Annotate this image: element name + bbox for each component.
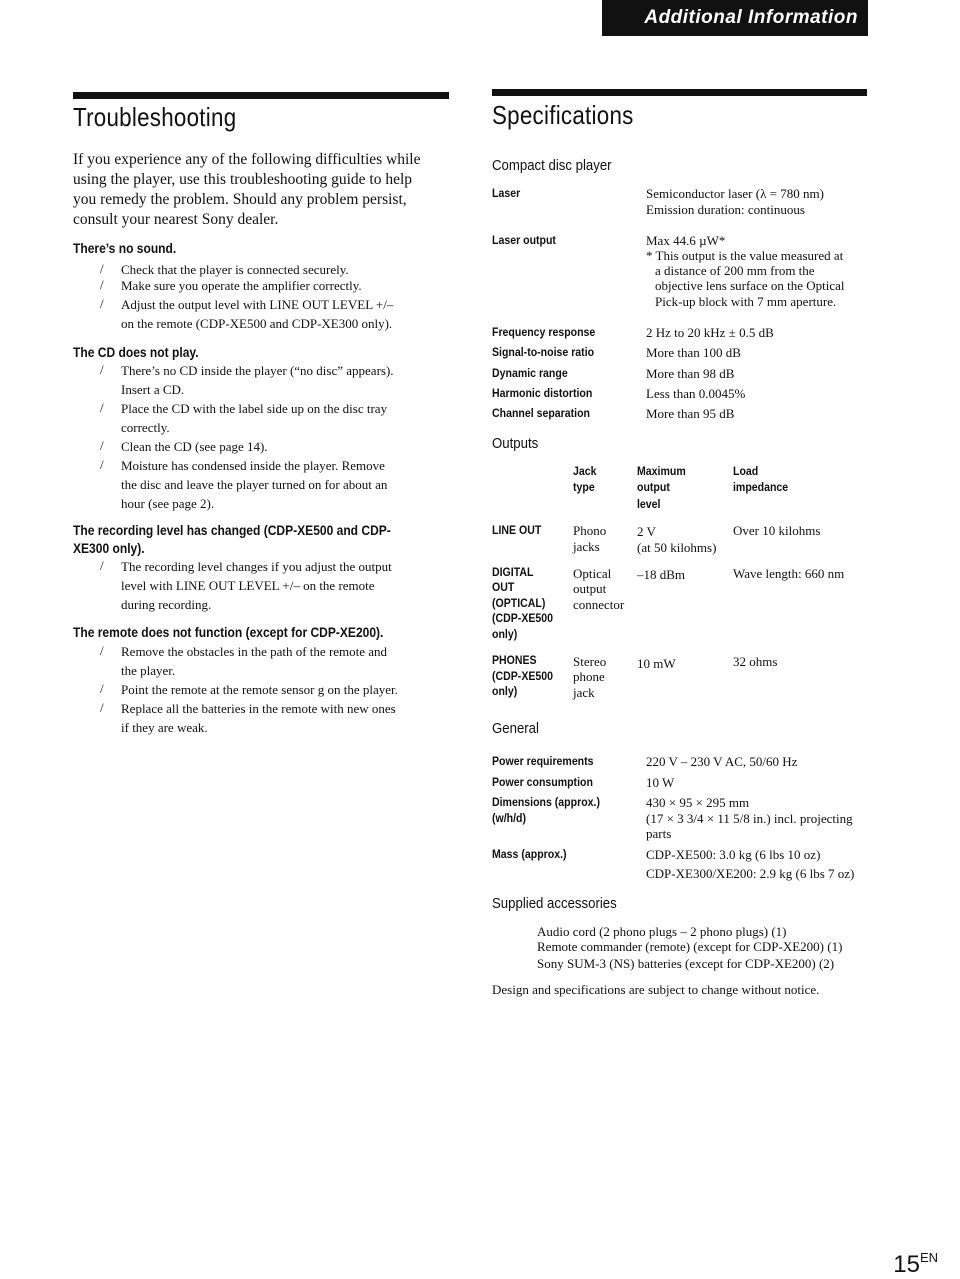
output-level: 10 mW — [637, 656, 676, 671]
laser-label: Laser — [492, 186, 521, 200]
output-name: DIGITAL — [492, 565, 534, 579]
problem-item: Check that the player is connected securely. — [121, 262, 349, 277]
output-load: Over 10 kilohms — [733, 523, 821, 538]
problem-item-cont: the player. — [121, 663, 176, 678]
output-jack: Stereo — [573, 654, 607, 669]
laser-output-note: objective lens surface on the Optical — [655, 278, 845, 293]
general-label: Power consumption — [492, 775, 593, 789]
outputs-heading: Outputs — [492, 435, 539, 452]
laser-output-note: a distance of 200 mm from the — [655, 263, 815, 278]
output-name: LINE OUT — [492, 523, 542, 537]
column-header: level — [637, 497, 661, 511]
output-jack: jacks — [573, 539, 600, 554]
spec-value: 2 Hz to 20 kHz ± 0.5 dB — [646, 325, 774, 340]
specifications-title: Specifications — [492, 100, 634, 130]
laser-output-label: Laser output — [492, 233, 556, 247]
problem-item-cont: on the remote (CDP-XE500 and CDP-XE300 only). — [121, 316, 393, 331]
column-header: output — [637, 480, 670, 494]
accessories-heading: Supplied accessories — [492, 895, 617, 912]
output-jack: Phono — [573, 523, 607, 538]
laser-value: Emission duration: continuous — [646, 202, 805, 217]
output-jack: connector — [573, 597, 625, 612]
bullet-mark: / — [100, 643, 104, 658]
problem-item: Remove the obstacles in the path of the remote and — [121, 644, 388, 659]
spec-value: More than 100 dB — [646, 345, 741, 360]
cd-player-heading: Compact disc player — [492, 157, 612, 174]
output-jack: phone — [573, 669, 605, 684]
general-value: (17 × 3 3/4 × 11 5/8 in.) incl. projecting — [646, 811, 853, 826]
problem-item-cont: during recording. — [121, 597, 212, 612]
column-header: type — [573, 480, 595, 494]
bullet-mark: / — [100, 296, 104, 311]
output-level: (at 50 kilohms) — [637, 540, 717, 555]
spec-label: Channel separation — [492, 406, 590, 420]
output-level: 2 V — [637, 524, 656, 539]
general-label: (w/h/d) — [492, 811, 527, 825]
problem-item-cont: if they are weak. — [121, 720, 208, 735]
page-number — [893, 1250, 938, 1279]
bullet-mark: / — [100, 261, 104, 276]
problem-heading: The CD does not play. — [73, 344, 199, 360]
output-level: –18 dBm — [637, 567, 686, 582]
output-name: only) — [492, 684, 518, 698]
bullet-mark: / — [100, 700, 104, 715]
problem-item-cont: hour (see page 2). — [121, 496, 215, 511]
bullet-mark: / — [100, 362, 104, 377]
general-value: CDP-XE500: 3.0 kg (6 lbs 10 oz) — [646, 847, 821, 862]
general-value: 430 × 95 × 295 mm — [646, 795, 750, 810]
laser-output-note: * This output is the value measured at — [646, 248, 844, 263]
laser-output-value: Max 44.6 µW* — [646, 233, 726, 248]
general-value: 220 V – 230 V AC, 50/60 Hz — [646, 754, 798, 769]
problem-item: Point the remote at the remote sensor g on the player. — [121, 682, 398, 697]
problem-item-cont: Insert a CD. — [121, 382, 185, 397]
problem-heading: There’s no sound. — [73, 240, 177, 256]
title-rule-left — [73, 92, 449, 99]
column-header: Maximum — [637, 464, 686, 478]
spec-label: Harmonic distortion — [492, 386, 593, 400]
spec-change-note: Design and specifications are subject to change without notice. — [492, 982, 820, 997]
page-lang: EN — [919, 1250, 938, 1265]
general-label: Dimensions (approx.) — [492, 795, 600, 809]
output-name: (CDP-XE500 — [492, 669, 554, 683]
output-jack: Optical — [573, 566, 612, 581]
output-name: PHONES — [492, 653, 537, 667]
problem-item: Replace all the batteries in the remote with new ones — [121, 701, 396, 716]
troubleshooting-title: Troubleshooting — [73, 102, 237, 132]
output-name: (CDP-XE500 — [492, 611, 554, 625]
column-header: Load — [733, 464, 759, 478]
general-value: 10 W — [646, 775, 675, 790]
spec-label: Signal-to-noise ratio — [492, 345, 595, 359]
problem-item: There’s no CD inside the player (“no disc” appears). — [121, 363, 394, 378]
spec-value: More than 95 dB — [646, 406, 735, 421]
accessory-item: Audio cord (2 phono plugs – 2 phono plugs) (1) — [537, 924, 787, 939]
intro-line: using the player, use this troubleshooting guide to help — [73, 171, 413, 188]
bullet-mark: / — [100, 558, 104, 573]
spec-label: Dynamic range — [492, 366, 568, 380]
problem-item: Adjust the output level with LINE OUT LEVEL +/– — [121, 297, 394, 312]
bullet-mark: / — [100, 400, 104, 415]
general-value: CDP-XE300/XE200: 2.9 kg (6 lbs 7 oz) — [646, 866, 855, 881]
laser-output-note: Pick-up block with 7 mm aperture. — [655, 294, 837, 309]
spec-label: Frequency response — [492, 325, 596, 339]
output-name: OUT — [492, 580, 515, 594]
problem-item: Clean the CD (see page 14). — [121, 439, 268, 454]
intro-line: If you experience any of the following difficulties while — [73, 151, 421, 168]
column-header: impedance — [733, 480, 789, 494]
output-load: Wave length: 660 nm — [733, 566, 845, 581]
general-heading: General — [492, 720, 539, 737]
problem-heading: The recording level has changed (CDP-XE500 and CDP- — [73, 522, 391, 538]
problem-item-cont: level with LINE OUT LEVEL +/– on the remote — [121, 578, 375, 593]
intro-line: consult your nearest Sony dealer. — [73, 211, 279, 228]
output-name: only) — [492, 627, 518, 641]
intro-line: you remedy the problem. Should any problem persist, — [73, 191, 407, 208]
output-load: 32 ohms — [733, 654, 778, 669]
general-value: parts — [646, 826, 672, 841]
problem-item-cont: correctly. — [121, 420, 170, 435]
problem-item: Make sure you operate the amplifier correctly. — [121, 278, 362, 293]
bullet-mark: / — [100, 438, 104, 453]
general-label: Power requirements — [492, 754, 594, 768]
bullet-mark: / — [100, 457, 104, 472]
spec-value: Less than 0.0045% — [646, 386, 746, 401]
problem-item-cont: the disc and leave the player turned on for about an — [121, 477, 388, 492]
problem-item: Place the CD with the label side up on the disc tray — [121, 401, 388, 416]
problem-heading-cont: XE300 only). — [73, 540, 145, 556]
bullet-mark: / — [100, 277, 104, 292]
page-number-value: 15 — [893, 1251, 920, 1278]
spec-value: More than 98 dB — [646, 366, 735, 381]
accessory-item: Remote commander (remote) (except for CDP-XE200) (1) — [537, 939, 843, 954]
bullet-mark: / — [100, 681, 104, 696]
accessory-item: Sony SUM-3 (NS) batteries (except for CDP-XE200) (2) — [537, 956, 835, 971]
output-jack: jack — [573, 685, 595, 700]
problem-item: Moisture has condensed inside the player. Remove — [121, 458, 385, 473]
problem-heading: The remote does not function (except for CDP-XE200). — [73, 624, 384, 640]
section-banner: Additional Information — [602, 0, 868, 36]
general-label: Mass (approx.) — [492, 847, 567, 861]
laser-value: Semiconductor laser (λ = 780 nm) — [646, 186, 824, 201]
column-header: Jack — [573, 464, 597, 478]
output-name: (OPTICAL) — [492, 596, 546, 610]
title-rule-right — [492, 89, 867, 96]
problem-item: The recording level changes if you adjust the output — [121, 559, 392, 574]
output-jack: output — [573, 581, 607, 596]
